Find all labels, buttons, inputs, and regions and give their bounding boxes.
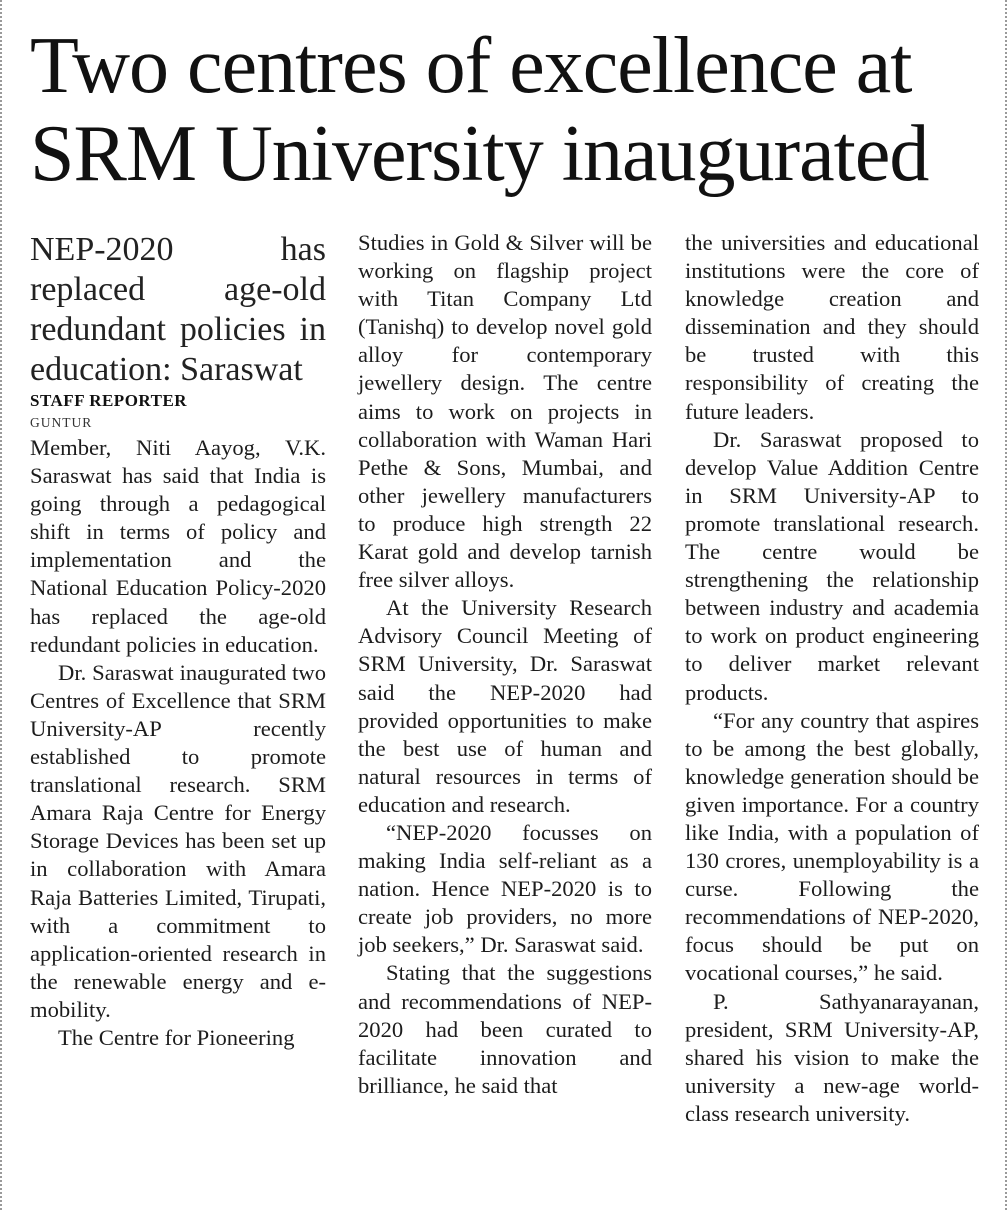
deck-subheadline: NEP-2020 has replaced age-old redundant policies in education: Saraswat xyxy=(30,231,326,388)
paragraph-4: At the University Research Advisory Council Meeting of SRM University, Dr. Saraswat said the NEP-2020 had provided opportunities to make the best use of human and natural resources in terms of education and research. xyxy=(358,595,652,817)
article-column-2 xyxy=(358,229,652,1100)
article-column-3 xyxy=(685,229,979,1128)
paragraph-8: “For any country that aspires to be among the best globally, knowledge generation should be given importance. For a country like India, with a population of 130 crores, unemployability is a curse. Following the recommendations of NEP-2020, focus should be put on vocational courses,” he said. xyxy=(685,707,979,986)
paragraph-3-start: The Centre for Pioneering xyxy=(58,1024,295,1050)
headline xyxy=(30,22,990,198)
dateline: GUNTUR xyxy=(30,415,93,430)
article-column-1 xyxy=(30,228,326,1052)
paragraph-1: Member, Niti Aayog, V.K. Saraswat has said that India is going through a pedagogical shift in terms of policy and implementation and the National Education Policy-2020 has replaced the age-old redundant policies in education. xyxy=(30,435,326,657)
paragraph-3-cont: Studies in Gold & Silver will be working on flagship project with Titan Company Ltd (Tanishq) to develop novel gold alloy for contemporary jewellery design. The centre aims to work on projects in collaboration with Waman Hari Pethe & Sons, Mumbai, and other jewellery manufacturers to produce high strength 22 Karat gold and develop tarnish free silver alloys. xyxy=(358,230,652,593)
paragraph-5: “NEP-2020 focusses on making India self-reliant as a nation. Hence NEP-2020 is to create job providers, no more job seekers,” Dr. Saraswat said. xyxy=(358,819,652,958)
paragraph-7: Dr. Saraswat proposed to develop Value Addition Centre in SRM University-AP to promote translational research. The centre would be strengthening the relationship between industry and academia to work on product engineering to deliver market relevant products. xyxy=(685,426,979,705)
paragraph-6-start: Stating that the suggestions and recommendations of NEP-2020 had been curated to facilitate innovation and brilliance, he said that xyxy=(358,960,652,1098)
paragraph-6-cont: the universities and educational institutions were the core of knowledge creation and dissemination and they should be trusted with this responsibility of creating the future leaders. xyxy=(685,230,979,424)
byline: STAFF REPORTER xyxy=(30,391,188,410)
paragraph-9: P. Sathyanarayanan, president, SRM University-AP, shared his vision to make the university a new-age world-class research university. xyxy=(685,988,979,1126)
headline-line-2: SRM University inaugurated xyxy=(30,110,929,198)
headline-line-1: Two centres of excellence at xyxy=(30,22,912,110)
paragraph-2: Dr. Saraswat inaugurated two Centres of Excellence that SRM University-AP recently established to promote translational research. SRM Amara Raja Centre for Energy Storage Devices has been set up in collaboration with Amara Raja Batteries Limited, Tirupati, with a commitment to application-oriented research in the renewable energy and e-mobility. xyxy=(30,659,326,1022)
